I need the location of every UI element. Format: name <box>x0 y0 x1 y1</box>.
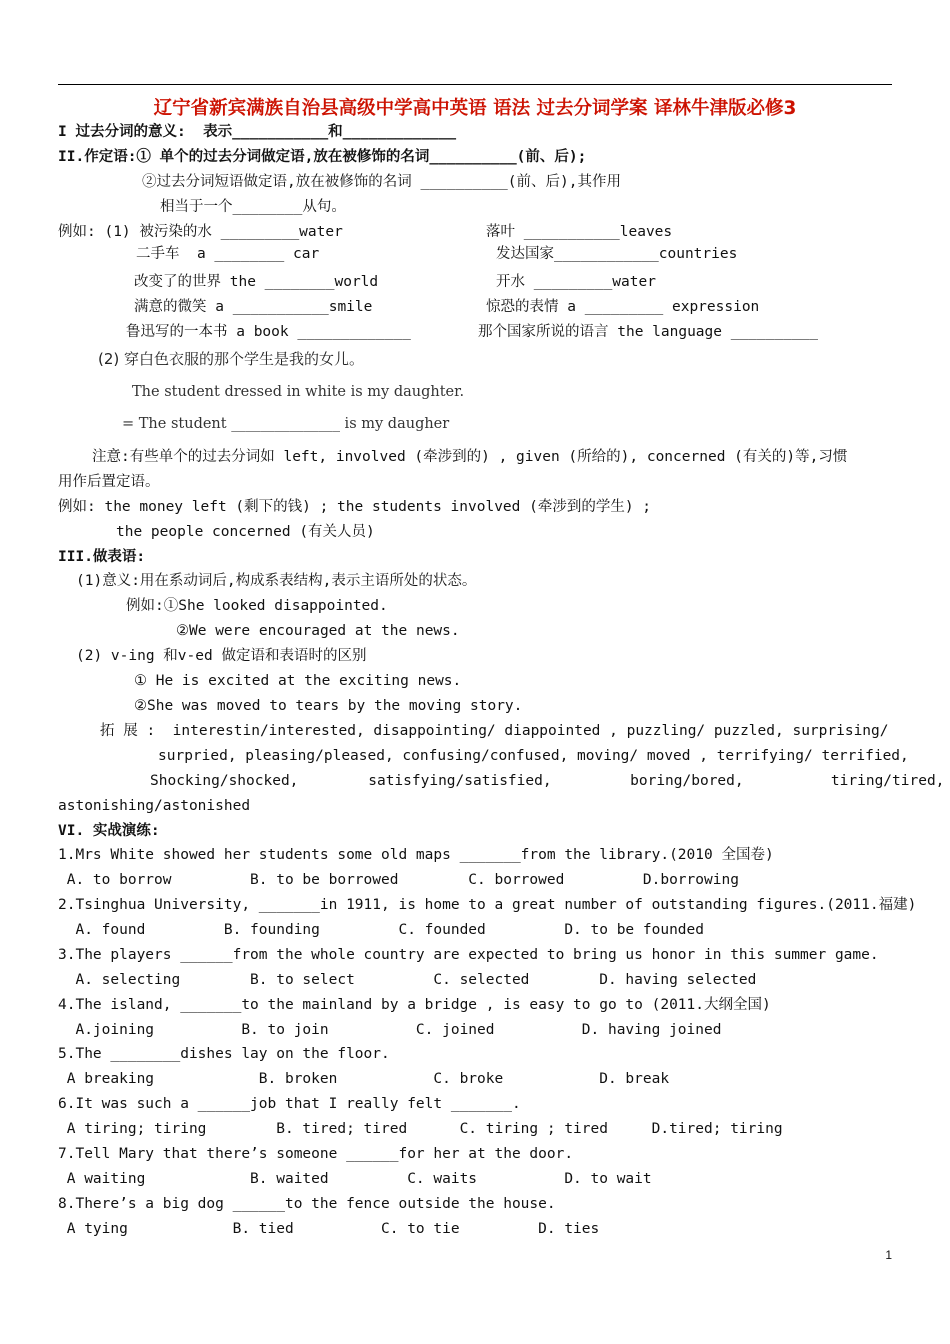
section-practice: VI. 实战演练: <box>58 823 160 839</box>
example-4b: 惊恐的表情 a _________ expression <box>486 299 760 315</box>
section-attributive: II.作定语:① 单个的过去分词做定语,放在被修饰的名词__________(前、后); <box>58 149 587 165</box>
example-image <box>96 346 476 442</box>
extension-line-1: 拓 展 : interestin/interested, disappointing/ diappointed , puzzling/ puzzled, surprising/ <box>100 723 889 739</box>
example-5a: 鲁迅写的一本书 a book _____________ <box>126 324 411 340</box>
page-number: 1 <box>885 1248 892 1262</box>
difference-example-2: ②She was moved to tears by the moving story. <box>134 698 523 714</box>
predicative-difference: (2) v-ing 和v-ed 做定语和表语时的区别 <box>76 648 367 664</box>
question-4: 4.The island, _______to the mainland by a bridge , is easy to go to (2011.大纲全国) <box>58 997 771 1013</box>
question-6-options: A tiring; tiring B. tired; tired C. tiring ; tired D.tired; tiring <box>58 1121 783 1137</box>
question-7-options: A waiting B. waited C. waits D. to wait <box>58 1171 652 1187</box>
example-2a: 二手车 a ________ car <box>136 246 320 262</box>
question-3-options: A. selecting B. to select C. selected D. having selected <box>58 972 757 988</box>
question-2-options: A. found B. founding C. founded D. to be founded <box>58 922 705 938</box>
example-4a: 满意的微笑 a ___________smile <box>134 299 373 315</box>
question-1: 1.Mrs White showed her students some old maps _______from the library.(2010 全国卷) <box>58 847 774 863</box>
image-line-english: The student dressed in white is my daughter. <box>132 384 465 400</box>
page-title: 辽宁省新宾满族自治县高级中学高中英语 语法 过去分词学案 译林牛津版必修3 <box>153 98 797 119</box>
extension-line-4: astonishing/astonished <box>58 798 251 814</box>
question-8-options: A tying B. tied C. to tie D. ties <box>58 1221 600 1237</box>
predicative-example-1: 例如:①She looked disappointed. <box>126 598 388 614</box>
note-line-2: 用作后置定语。 <box>58 474 160 490</box>
question-5-options: A breaking B. broken C. broke D. break <box>58 1071 670 1087</box>
note-example-1: 例如: the money left (剩下的钱) ; the students involved (牵涉到的学生) ; <box>58 499 652 515</box>
question-2: 2.Tsinghua University, _______in 1911, is home to a great number of outstanding figures.(2011.福建) <box>58 897 917 913</box>
example-2b: 发达国家____________countries <box>496 246 738 262</box>
example-3a: 改变了的世界 the ________world <box>134 274 379 290</box>
extension-line-2: surpried, pleasing/pleased, confusing/confused, moving/ moved , terrifying/ terrified, <box>158 748 909 764</box>
question-6: 6.It was such a ______job that I really felt _______. <box>58 1096 521 1112</box>
section-predicative: III.做表语: <box>58 549 146 565</box>
image-line-blank: = The student _______________ is my daugher <box>122 416 450 432</box>
question-4-options: A.joining B. to join C. joined D. having joined <box>58 1022 722 1038</box>
attributive-rule-2b: 相当于一个________从句。 <box>160 199 346 215</box>
attributive-rule-2: ②过去分词短语做定语,放在被修饰的名词 __________(前、后),其作用 <box>142 174 621 190</box>
question-5: 5.The ________dishes lay on the floor. <box>58 1046 390 1062</box>
difference-example-1: ① He is excited at the exciting news. <box>134 673 462 689</box>
note-line-1: 注意:有些单个的过去分词如 left, involved (牵涉到的) , given (所给的), concerned (有关的)等,习惯 <box>92 449 848 465</box>
question-7: 7.Tell Mary that there’s someone ______for her at the door. <box>58 1146 574 1162</box>
image-line-chinese: (2) 穿白色衣服的那个学生是我的女儿。 <box>98 350 365 368</box>
note-example-2: the people concerned (有关人员) <box>116 524 375 540</box>
predicative-example-2: ②We were encouraged at the news. <box>176 623 460 639</box>
question-8: 8.There’s a big dog ______to the fence outside the house. <box>58 1196 556 1212</box>
question-1-options: A. to borrow B. to be borrowed C. borrowed D.borrowing <box>58 872 739 888</box>
example-3b: 开水 _________water <box>496 274 656 290</box>
section-meaning: I 过去分词的意义: 表示___________和_____________ <box>58 124 457 140</box>
extension-line-3: Shocking/shocked, satisfying/satisfied, boring/bored, tiring/tired, <box>150 773 945 789</box>
example-1a: 例如: (1) 被污染的水 _________water <box>58 224 343 240</box>
example-5b: 那个国家所说的语言 the language __________ <box>478 324 819 340</box>
top-rule <box>58 84 892 85</box>
predicative-meaning: (1)意义:用在系动词后,构成系表结构,表示主语所处的状态。 <box>76 573 477 589</box>
question-3: 3.The players ______from the whole country are expected to bring us honor in this summer game. <box>58 947 879 963</box>
example-1b: 落叶 ___________leaves <box>486 224 673 240</box>
